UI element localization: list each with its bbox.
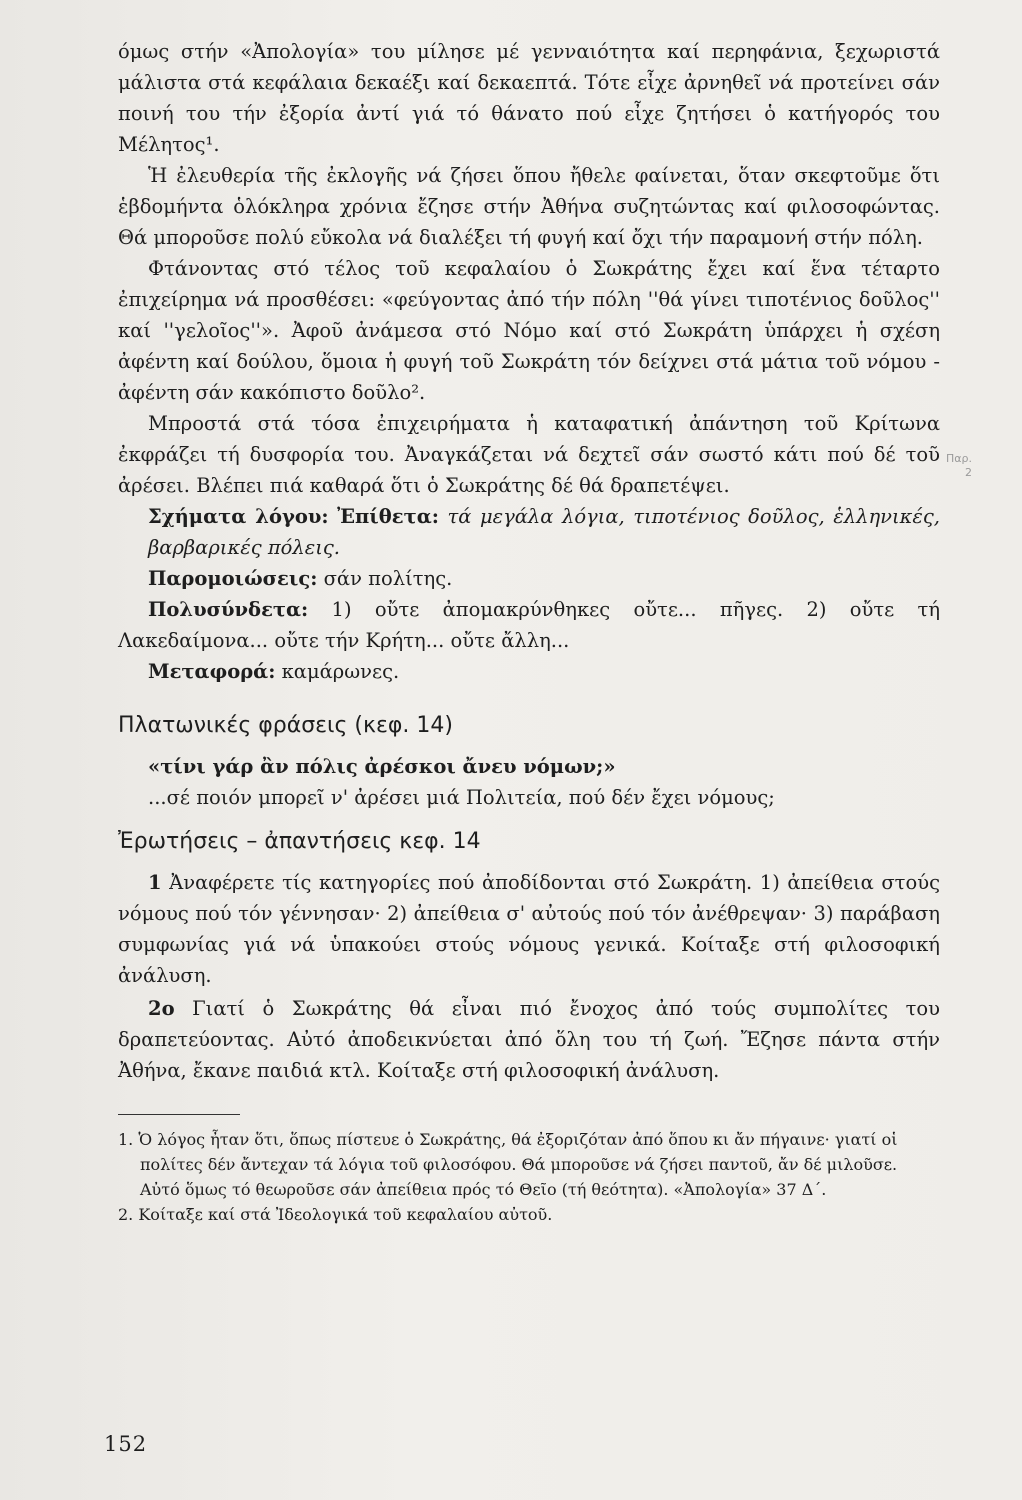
question-1 <box>118 867 940 991</box>
figures-heading: Σχήματα λόγου: <box>148 505 329 528</box>
figures-polysyndeta <box>118 594 940 656</box>
page-number: 152 <box>104 1432 148 1456</box>
question-2-text: Γιατί ὁ Σωκράτης θά εἶναι πιό ἔνοχος ἀπό τούς συμπολίτες του δραπετεύοντας. Αὐτό ἀποδεικνύεται ἀπό ὅλη του τή ζωή. Ἔζησε πάντα στήν Ἀθήνα, ἔκανε παιδιά κτλ. Κοίταξε στή φιλοσοφική ἀνάλυση. <box>118 997 940 1082</box>
margin-note-label: Παρ. <box>946 452 973 465</box>
metafora-text: καμάρωνες. <box>281 660 400 683</box>
question-2-number: 2ο <box>148 997 175 1020</box>
text-column <box>118 36 940 1227</box>
question-2 <box>118 993 940 1086</box>
figures-paromoiosis <box>148 563 940 594</box>
footnote-1: 1. Ὁ λόγος ἦταν ὅτι, ὅπως πίστευε ὁ Σωκράτης, θά ἐξοριζόταν ἀπό ὅπου κι ἄν πήγαινε· γιατί οἱ πολίτες δέν ἄντεχαν τά λόγια τοῦ φιλοσόφου. Θά μποροῦσε νά ζήσει παντοῦ, ἄν δέ μιλοῦσε. Αὐτό ὅμως τό θεωροῦσε σάν ἀπείθεια πρός τό Θεῖο (τή θεότητα). «Ἀπολογία» 37 Δ΄. <box>118 1130 898 1199</box>
platonic-heading: Πλατωνικές φράσεις (κεφ. 14) <box>118 713 453 738</box>
footnotes <box>118 1127 940 1227</box>
paragraph-crito-answer: Μπροστά στά τόσα ἐπιχειρήματα ἡ καταφατική ἀπάντηση τοῦ Κρίτωνα ἐκφράζει τή δυσφορία του. Ἀναγκάζεται νά δεχτεῖ σάν σωστό κάτι πού δέ τοῦ ἀρέσει. Βλέπει πιά καθαρά ὅτι ὁ Σωκράτης δέ θά δραπετέψει. <box>118 412 940 497</box>
figures-metafora <box>148 656 940 687</box>
paromoiosis-text: σάν πολίτης. <box>323 567 453 590</box>
epitheta-text: τά μεγάλα λόγια, τιποτένιος δοῦλος, ἑλληνικές, βαρβαρικές πόλεις. <box>148 505 940 559</box>
margin-note-number: 2 <box>965 466 973 479</box>
epitheta-label: Ἐπίθετα: <box>337 505 439 528</box>
qa-heading: Ἐρωτήσεις – ἀπαντήσεις κεφ. 14 <box>118 829 481 854</box>
platonic-quote: «τίνι γάρ ἂν πόλις ἀρέσκοι ἄνευ νόμων;» <box>148 755 616 778</box>
question-1-number: 1 <box>148 871 162 894</box>
question-1-text: Ἀναφέρετε τίς κατηγορίες πού ἀποδίδονται στό Σωκράτη. 1) ἀπείθεια στούς νόμους πού τόν γέννησαν· 2) ἀπείθεια σ' αὐτούς πού τόν ἀνέθρεψαν· 3) παράβαση συμφωνίας γιά νά ὑπακούει στούς νόμους γενικά. Κοίταξε στή φιλοσοφική ἀνάλυση. <box>118 871 940 987</box>
paragraph-apologia: όμως στήν «Ἀπολογία» του μίλησε μέ γενναιότητα καί περηφάνια, ξεχωριστά μάλιστα στά κεφάλαια δεκαέξι καί δεκαεπτά. Τότε εἶχε ἀρνηθεῖ νά προτείνει σάν ποινή του τήν ἐξορία ἀντί γιά τό θάνατο πού εἶχε ζητήσει ὁ κατήγορός του Μέλητος¹. <box>118 40 940 156</box>
polysyndeta-label: Πολυσύνδετα: <box>148 598 309 621</box>
platonic-translation: ...σέ ποιόν μπορεῖ ν' ἀρέσει μιά Πολιτεία, πού δέν ἔχει νόμους; <box>148 786 775 809</box>
qa-list <box>118 867 940 1086</box>
margin-note <box>946 452 972 480</box>
footnote-2: 2. Κοίταξε καί στά Ἰδεολογικά τοῦ κεφαλαίου αὐτοῦ. <box>118 1205 553 1224</box>
paragraph-fourth-argument: Φτάνοντας στό τέλος τοῦ κεφαλαίου ὁ Σωκράτης ἔχει καί ἕνα τέταρτο ἐπιχείρημα νά προσθέσει: «φεύγοντας ἀπό τήν πόλη ''θά γίνει τιποτένιος δοῦλος'' καί ''γελοῖος''». Ἀφοῦ ἀνάμεσα στό Νόμο καί στό Σωκράτη ὑπάρχει ἡ σχέση ἀφέντη καί δούλου, ὅμοια ἡ φυγή τοῦ Σωκράτη τόν δείχνει στά μάτια τοῦ νόμου - ἀφέντη σάν κακόπιστο δοῦλο². <box>118 257 940 404</box>
metafora-label: Μεταφορά: <box>148 660 276 683</box>
paragraph-freedom: Ἡ ἐλευθερία τῆς ἐκλογῆς νά ζήσει ὅπου ἤθελε φαίνεται, ὅταν σκεφτοῦμε ὅτι ἑβδομήντα ὁλόκληρα χρόνια ἔζησε στήν Ἀθήνα συζητώντας καί φιλοσοφώντας. Θά μποροῦσε πολύ εὔκολα νά διαλέξει τή φυγή καί ὄχι τήν παραμονή στήν πόλη. <box>118 164 940 249</box>
footnote-divider <box>118 1114 240 1115</box>
polysyndeta-text: 1) οὔτε ἀπομακρύνθηκες οὔτε... πῆγες. 2) οὔτε τή Λακεδαίμονα... οὔτε τήν Κρήτη... οὔτε ἄλλη... <box>118 598 941 652</box>
figures-epitheta <box>148 501 940 563</box>
paromoiosis-label: Παρομοιώσεις: <box>148 567 318 590</box>
